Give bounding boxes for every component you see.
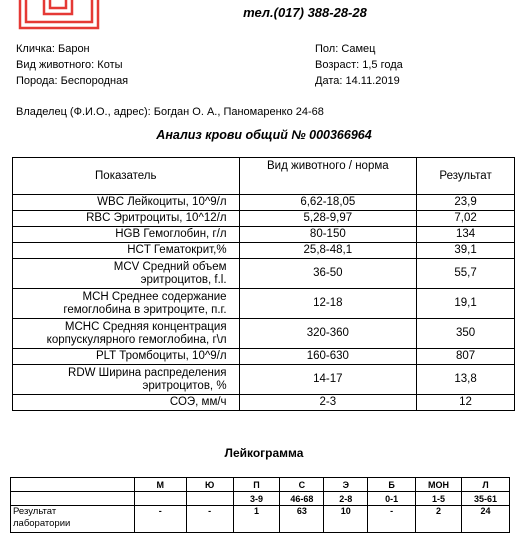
leuko-norm	[186, 492, 233, 506]
leuko-result: -	[134, 506, 186, 533]
clinic-logo	[0, 0, 110, 40]
leuko-result: 10	[324, 506, 368, 533]
norm-label-cell	[11, 492, 135, 506]
animal-nickname: Кличка: Барон	[16, 43, 90, 55]
param-result: 23,9	[417, 195, 515, 211]
animal-sex: Пол: Самец	[315, 43, 376, 55]
param-norm: 6,62-18,05	[239, 195, 417, 211]
param-name: MCH Среднее содержание гемоглобина в эритроците, п.г.	[13, 289, 240, 319]
param-norm: 14-17	[239, 365, 417, 395]
param-name: RBC Эритроциты, 10^12/л	[13, 211, 240, 227]
param-name: WBC Лейкоциты, 10^9/л	[13, 195, 240, 211]
table-row	[13, 365, 515, 395]
owner-info: Владелец (Ф.И.О., адрес): Богдан О. А., Паномаренко 24-68	[16, 106, 324, 118]
param-norm: 25,8-48,1	[239, 243, 417, 259]
leuko-norm: 2-8	[324, 492, 368, 506]
leuko-result: 24	[462, 506, 510, 533]
param-name: MCV Средний объем эритроцитов, f.l.	[13, 259, 240, 289]
leukogram-title: Лейкограмма	[224, 446, 304, 460]
leuko-result: 1	[233, 506, 280, 533]
param-result: 13,8	[417, 365, 515, 395]
param-result: 807	[417, 349, 515, 365]
result-label: Результат лаборатории	[11, 506, 135, 533]
table-row	[13, 195, 515, 211]
leuko-result: -	[186, 506, 233, 533]
table-row	[13, 259, 515, 289]
blood-analysis-title: Анализ крови общий № 000366964	[156, 128, 372, 142]
param-result: 39,1	[417, 243, 515, 259]
leuko-norm: 46-68	[280, 492, 324, 506]
param-name: RDW Ширина распределения эритроцитов, %	[13, 365, 240, 395]
param-norm: 80-150	[239, 227, 417, 243]
leuko-col-header: Л	[462, 478, 510, 492]
param-result: 19,1	[417, 289, 515, 319]
leuko-result: -	[368, 506, 416, 533]
param-norm: 36-50	[239, 259, 417, 289]
param-header: Показатель	[13, 158, 240, 195]
param-name: СОЭ, мм/ч	[13, 395, 240, 411]
leuko-result: 2	[416, 506, 462, 533]
blood-results-table	[12, 157, 515, 411]
table-row	[13, 349, 515, 365]
leukogram-norm-row	[11, 492, 510, 506]
table-header-row	[13, 158, 515, 195]
result-header: Результат	[417, 158, 515, 195]
leukogram-table	[10, 477, 510, 533]
param-result: 350	[417, 319, 515, 349]
leuko-col-header: МОН	[416, 478, 462, 492]
param-norm: 160-630	[239, 349, 417, 365]
param-norm: 5,28-9,97	[239, 211, 417, 227]
param-norm: 12-18	[239, 289, 417, 319]
leuko-result: 63	[280, 506, 324, 533]
table-row	[13, 227, 515, 243]
param-result: 55,7	[417, 259, 515, 289]
param-result: 12	[417, 395, 515, 411]
leukogram-header-row	[11, 478, 510, 492]
leuko-norm	[134, 492, 186, 506]
table-row	[13, 211, 515, 227]
param-norm: 2-3	[239, 395, 417, 411]
leuko-col-header: М	[134, 478, 186, 492]
leuko-norm: 35-61	[462, 492, 510, 506]
table-row	[13, 289, 515, 319]
leuko-norm: 3-9	[233, 492, 280, 506]
leuko-col-header: Ю	[186, 478, 233, 492]
table-row	[13, 319, 515, 349]
param-name: HGB Гемоглобин, г/л	[13, 227, 240, 243]
param-name: HCT Гематокрит,%	[13, 243, 240, 259]
analysis-date: Дата: 14.11.2019	[315, 75, 400, 87]
param-result: 134	[417, 227, 515, 243]
param-name: PLT Тромбоциты, 10^9/л	[13, 349, 240, 365]
corner-cell	[11, 478, 135, 492]
leuko-col-header: Э	[324, 478, 368, 492]
animal-species: Вид животного: Коты	[16, 59, 123, 71]
param-name: MCHC Средняя концентрация корпускулярного гемоглобина, г\л	[13, 319, 240, 349]
leuko-col-header: Б	[368, 478, 416, 492]
param-norm: 320-360	[239, 319, 417, 349]
leuko-norm: 0-1	[368, 492, 416, 506]
animal-breed: Порода: Беспородная	[16, 75, 129, 87]
leuko-norm: 1-5	[416, 492, 462, 506]
table-row	[13, 395, 515, 411]
param-result: 7,02	[417, 211, 515, 227]
leuko-col-header: С	[280, 478, 324, 492]
leuko-col-header: П	[233, 478, 280, 492]
animal-age: Возраст: 1,5 года	[315, 59, 403, 71]
table-row	[13, 243, 515, 259]
clinic-phone: тел.(017) 388-28-28	[243, 5, 367, 20]
leukogram-result-row	[11, 506, 510, 533]
norm-header: Вид животного / норма	[239, 158, 417, 195]
